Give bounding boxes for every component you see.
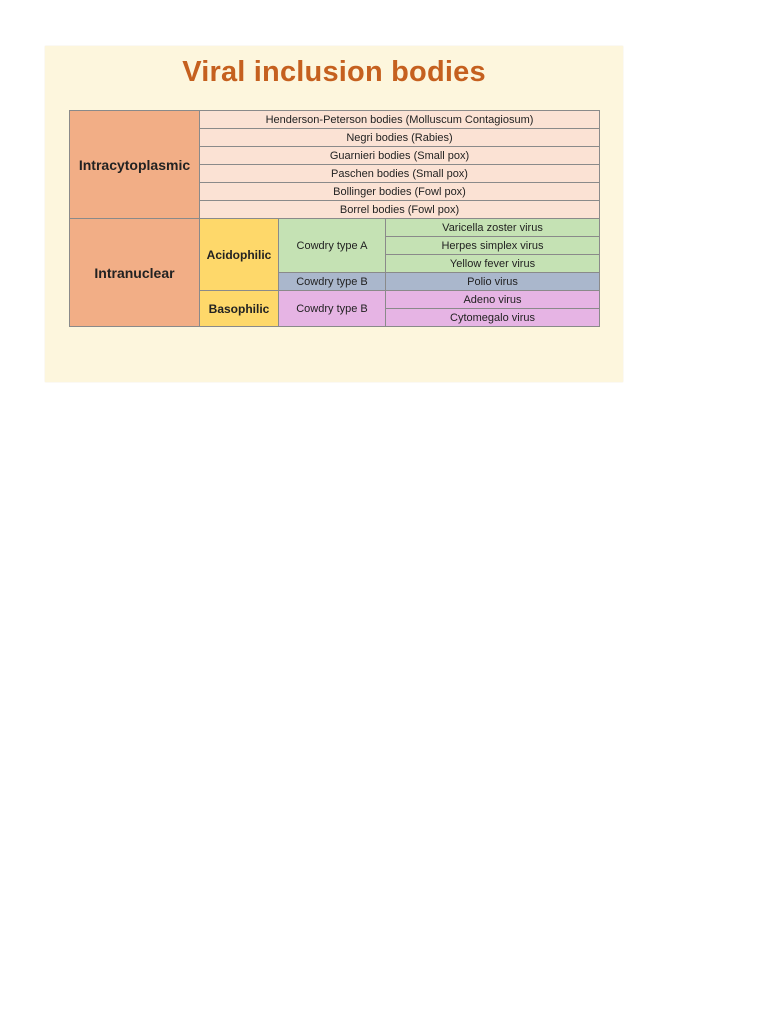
slide-title: Viral inclusion bodies [182,56,486,88]
virus-cell: Varicella zoster virus [386,219,600,237]
slide [45,46,623,382]
virus-cell: Herpes simplex virus [386,237,600,255]
basophilic-label: Basophilic [200,291,279,327]
intracytoplasmic-label: Intracytoplasmic [70,111,200,219]
cowdry-type-b-acidophilic-label: Cowdry type B [279,273,386,291]
intracytoplasmic-item: Negri bodies (Rabies) [200,129,600,147]
cowdry-type-a-label: Cowdry type A [279,219,386,273]
table-row [70,111,600,129]
intracytoplasmic-item: Henderson-Peterson bodies (Molluscum Contagiosum) [200,111,600,129]
table-row [70,219,600,237]
intracytoplasmic-item: Borrel bodies (Fowl pox) [200,201,600,219]
virus-cell: Yellow fever virus [386,255,600,273]
intracytoplasmic-item: Guarnieri bodies (Small pox) [200,147,600,165]
acidophilic-label: Acidophilic [200,219,279,291]
virus-cell: Cytomegalo virus [386,309,600,327]
intracytoplasmic-item: Bollinger bodies (Fowl pox) [200,183,600,201]
cowdry-type-b-basophilic-label: Cowdry type B [279,291,386,327]
virus-cell: Polio virus [386,273,600,291]
intracytoplasmic-item: Paschen bodies (Small pox) [200,165,600,183]
virus-cell: Adeno virus [386,291,600,309]
intranuclear-label: Intranuclear [70,219,200,327]
inclusion-bodies-table [69,110,600,327]
